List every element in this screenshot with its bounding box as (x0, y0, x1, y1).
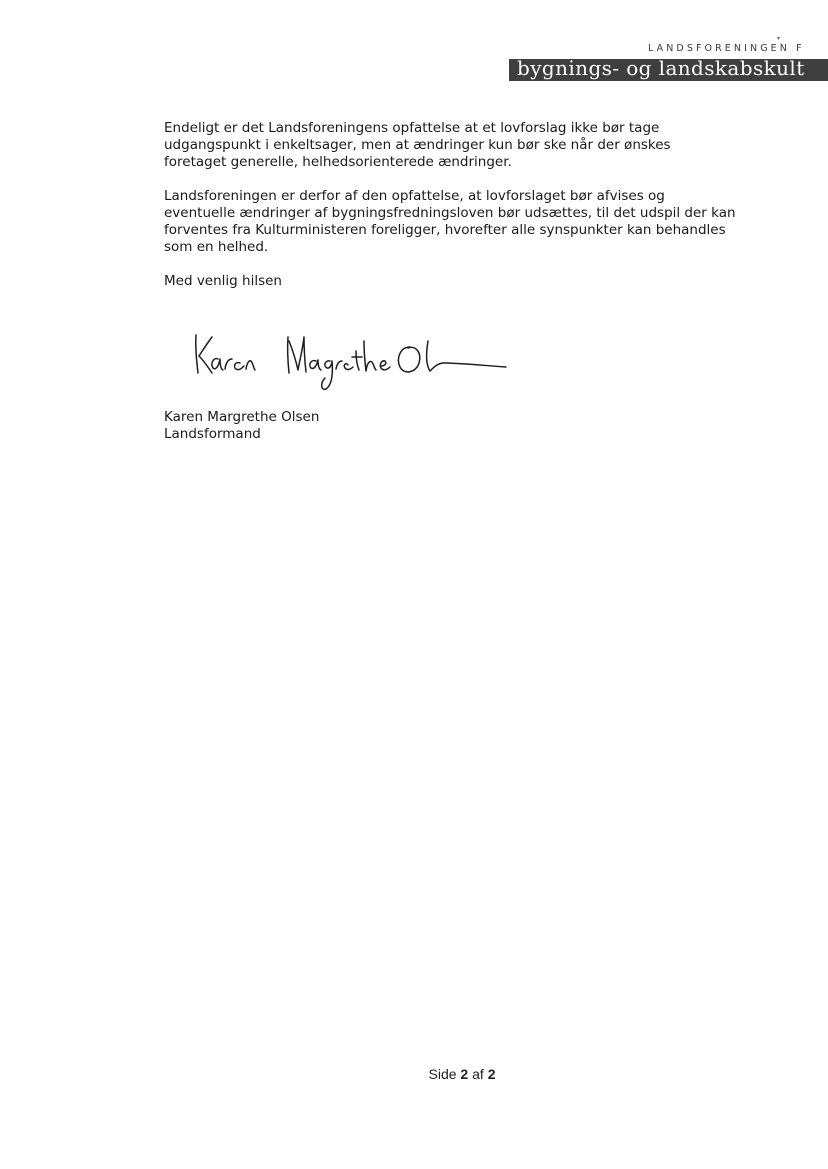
signatory-name: Karen Margrethe Olsen (164, 409, 320, 425)
signatory-title: Landsformand (164, 426, 261, 442)
letterhead-org-name: LANDSFORENINGEN F (648, 43, 805, 54)
page-number-separator: af (472, 1066, 484, 1082)
page-number-prefix: Side (428, 1066, 457, 1082)
letter-paragraph-2: Landsforeningen er derfor af den opfattelse, at lovforslaget bør afvises og eventuelle ændringer af bygningsfredningsloven bør udsættes, til det udspil der kan forventes fra Kulturministeren foreligger, hvorefter alle synspunkter kan behandles som en helhed. (164, 188, 736, 255)
page-number-current: 2 (460, 1066, 469, 1082)
handwritten-signature (188, 323, 518, 403)
letterhead-band-text: bygnings- og landskabskult (517, 59, 805, 80)
letter-closing: Med venlig hilsen (164, 273, 282, 289)
page-number-total: 2 (487, 1066, 496, 1082)
letter-paragraph-1: Endeligt er det Landsforeningens opfattelse at et lovforslag ikke bør tage udgangspunkt i enkeltsager, men at ændringer kun bør ske når der ønskes foretaget generelle, helhedsorienterede ændringer. (164, 120, 671, 170)
page-footer (0, 1066, 828, 1082)
signatory-block (164, 409, 764, 443)
letterhead-mark-icon: ▾ (776, 35, 780, 42)
letterhead-band (509, 59, 828, 81)
